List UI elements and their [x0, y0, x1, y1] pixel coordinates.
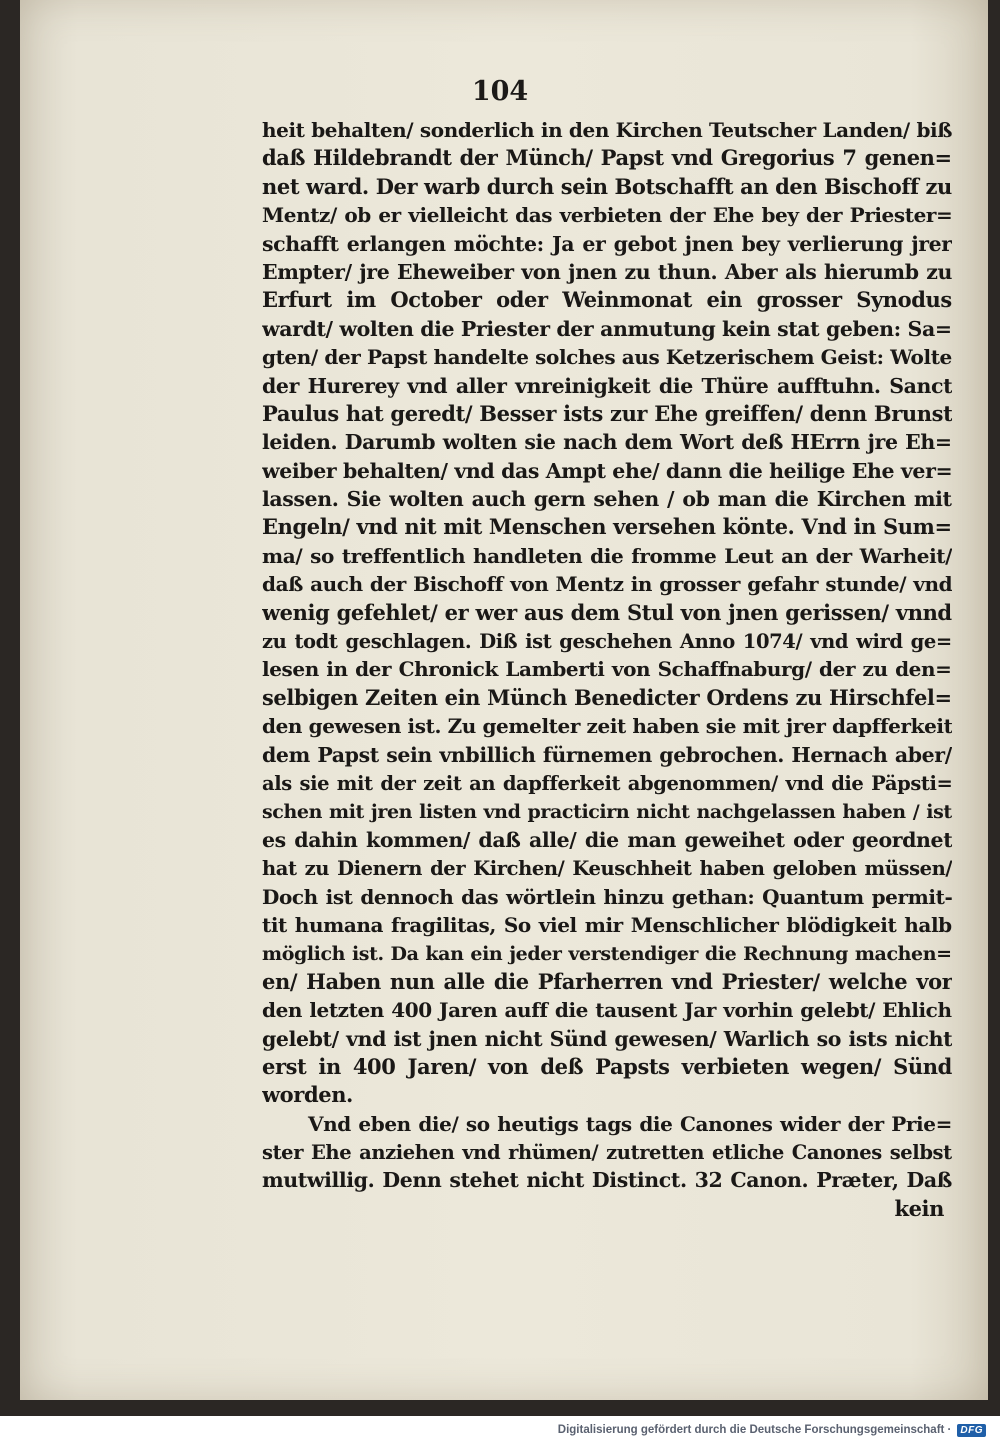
catchword: kein [894, 1195, 944, 1221]
text-line: den letzten 400 Jaren auff die tausent Jar vorhin gelebt/ Ehlich [262, 998, 952, 1023]
text-line: es dahin kommen/ daß alle/ die man geweihet oder geordnet [262, 827, 952, 852]
text-line: gelebt/ vnd ist jnen nicht Sünd gewesen/ Warlich so ists nicht [262, 1026, 952, 1051]
text-line: den gewesen ist. Zu gemelter zeit haben sie mit jrer dapfferkeit [262, 714, 952, 739]
text-line: en/ Haben nun alle die Pfarherren vnd Priester/ welche vor [262, 968, 952, 994]
dfg-logo [957, 1424, 986, 1437]
text-line: tit humana fragilitas, So viel mir Menschlicher blödigkeit halb [262, 912, 952, 937]
text-block [262, 116, 952, 1223]
text-line: Paulus hat geredt/ Besser ists zur Ehe greiffen/ denn Brunst [262, 400, 952, 426]
text-line: leiden. Darumb wolten sie nach dem Wort deß HErrn jre Eh= [262, 430, 952, 455]
text-line: als sie mit der zeit an dapfferkeit abgenommen/ vnd die Päpsti= [262, 771, 952, 795]
footer [0, 1416, 1000, 1444]
text-line: worden. [262, 1082, 353, 1108]
text-line: lesen in der Chronick Lamberti von Schaffnaburg/ der zu den= [262, 657, 952, 682]
text-line: lassen. Sie wolten auch gern sehen / ob man die Kirchen mit [262, 487, 952, 512]
text-line: Vnd eben die/ so heutigs tags die Canones wider der Prie= [308, 1111, 952, 1136]
text-line: wardt/ wolten die Priester der anmutung kein stat geben: Sa= [262, 316, 952, 341]
text-line: Doch ist dennoch das wörtlein hinzu gethan: Quantum permit- [262, 884, 952, 909]
text-line: schen mit jren listen vnd practicirn nicht nachgelassen haben / ist [262, 801, 952, 824]
text-line: erst in 400 Jaren/ von deß Papsts verbieten wegen/ Sünd [262, 1053, 952, 1079]
text-line: der Hurerey vnd aller vnreinigkeit die Thüre aufftuhn. Sanct [262, 373, 952, 398]
text-line: wenig gefehlet/ er wer aus dem Stul von jnen gerissen/ vnnd [262, 599, 952, 625]
text-line: net ward. Der warb durch sein Botschafft an den Bischoff zu [262, 173, 952, 199]
text-line: mutwillig. Denn stehet nicht Distinct. 32 Canon. Præter, Daß [262, 1168, 952, 1193]
text-line: möglich ist. Da kan ein jeder verstendiger die Rechnung machen= [262, 943, 952, 966]
text-line: daß auch der Bischoff von Mentz in grosser gefahr stunde/ vnd [262, 572, 952, 597]
text-line: schafft erlangen möchte: Ja er gebot jnen bey verlierung jrer [262, 231, 952, 256]
text-line: heit behalten/ sonderlich in den Kirchen Teutscher Landen/ biß [262, 118, 952, 142]
text-line: Empter/ jre Eheweiber von jnen zu thun. Aber als hierumb zu [262, 259, 952, 284]
text-line: daß Hildebrandt der Münch/ Papst vnd Gregorius 7 genen= [262, 145, 952, 171]
funding-notice: Digitalisierung gefördert durch die Deutsche Forschungsgemeinschaft · [557, 1424, 952, 1436]
text-line: ma/ so treffentlich handleten die fromme Leut an der Warheit/ [262, 543, 952, 568]
text-line: gten/ der Papst handelte solches aus Ketzerischem Geist: Wolte [262, 345, 952, 370]
text-line: zu todt geschlagen. Diß ist geschehen Anno 1074/ vnd wird ge= [262, 630, 952, 654]
text-line: selbigen Zeiten ein Münch Benedicter Ordens zu Hirschfel= [262, 684, 952, 710]
text-line: hat zu Dienern der Kirchen/ Keuschheit haben geloben müssen/ [262, 857, 952, 881]
text-line: Engeln/ vnd nit mit Menschen versehen könte. Vnd in Sum= [262, 514, 952, 540]
text-line: weiber behalten/ vnd das Ampt ehe/ dann die heilige Ehe ver= [262, 458, 952, 483]
text-line: ster Ehe anziehen vnd rhümen/ zutretten etliche Canones selbst [262, 1141, 952, 1165]
page-number: 104 [471, 76, 529, 107]
text-line: dem Papst sein vnbillich fürnemen gebrochen. Hernach aber/ [262, 742, 952, 767]
dfg-logo-icon: DFG [957, 1424, 986, 1437]
text-line: Mentz/ ob er vielleicht das verbieten der Ehe bey der Priester= [262, 203, 952, 228]
text-line: Erfurt im October oder Weinmonat ein grosser Synodus [262, 287, 952, 313]
